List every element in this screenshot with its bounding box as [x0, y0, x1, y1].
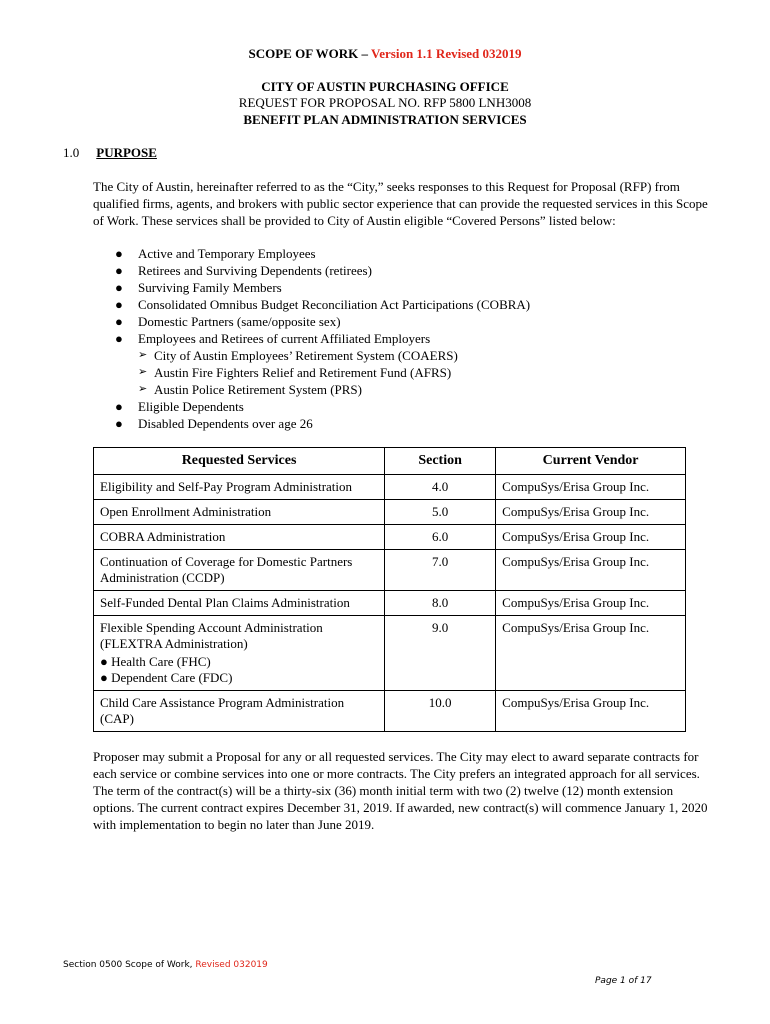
- list-item: [93, 398, 693, 415]
- table-row: [94, 475, 686, 500]
- service-text: Flexible Spending Account Administration (FLEXTRA Administration): [100, 620, 323, 651]
- footer-section-text: Section 0500 Scope of Work,: [63, 960, 196, 970]
- section-cell: 4.0: [385, 475, 496, 500]
- table-row: [94, 550, 686, 591]
- list-item-text: Active and Temporary Employees: [138, 246, 316, 261]
- service-cell: Eligibility and Self-Pay Program Administration: [94, 475, 385, 500]
- bullet-icon: ●: [115, 314, 123, 329]
- services-table: [93, 447, 686, 732]
- service-subitem: [100, 670, 378, 686]
- vendor-cell: CompuSys/Erisa Group Inc.: [496, 500, 686, 525]
- sub-list-item: [138, 364, 693, 381]
- service-cell: [94, 616, 385, 691]
- vendor-cell: CompuSys/Erisa Group Inc.: [496, 525, 686, 550]
- table-row: [94, 591, 686, 616]
- bullet-icon: ●: [115, 399, 123, 414]
- vendor-cell: CompuSys/Erisa Group Inc.: [496, 591, 686, 616]
- bullet-icon: ●: [115, 280, 123, 295]
- covered-persons-list: [93, 245, 693, 432]
- arrow-bullet-icon: ➢: [138, 349, 148, 361]
- list-item: [93, 279, 693, 296]
- section-number: 1.0: [63, 145, 80, 160]
- bullet-icon: ●: [100, 654, 108, 669]
- vendor-cell: CompuSys/Erisa Group Inc.: [496, 475, 686, 500]
- header-section: Section: [385, 448, 496, 475]
- list-item-text: Employees and Retirees of current Affiliated Employers: [138, 331, 431, 346]
- version-label: Version 1.1 Revised 032019: [371, 46, 522, 61]
- rfp-number: REQUEST FOR PROPOSAL NO. RFP 5800 LNH3008: [238, 95, 532, 110]
- sub-list-item: [138, 381, 693, 398]
- list-item-text: Disabled Dependents over age 26: [138, 416, 313, 431]
- list-item: [93, 245, 693, 262]
- table-header-row: [94, 448, 686, 475]
- sub-list-item: [138, 347, 693, 364]
- vendor-cell: CompuSys/Erisa Group Inc.: [496, 550, 686, 591]
- bullet-icon: ●: [100, 670, 108, 685]
- scope-prefix: SCOPE OF WORK –: [248, 46, 372, 61]
- list-item-text: Retirees and Surviving Dependents (retirees): [138, 263, 372, 278]
- section-cell: 9.0: [385, 616, 496, 691]
- sub-list-item-text: Austin Police Retirement System (PRS): [154, 382, 362, 397]
- affiliated-employers-list: [138, 347, 693, 398]
- section-cell: 10.0: [385, 691, 496, 732]
- bullet-icon: ●: [115, 297, 123, 312]
- list-item-text: Consolidated Omnibus Budget Reconciliation Act Participations (COBRA): [138, 297, 531, 312]
- subitem-text: Health Care (FHC): [111, 654, 211, 669]
- service-cell: Open Enrollment Administration: [94, 500, 385, 525]
- table-row: [94, 616, 686, 691]
- office-title: CITY OF AUSTIN PURCHASING OFFICE: [261, 79, 509, 94]
- list-item: [93, 262, 693, 279]
- arrow-bullet-icon: ➢: [138, 366, 148, 378]
- scope-title: [0, 46, 770, 62]
- service-cell: COBRA Administration: [94, 525, 385, 550]
- service-title: BENEFIT PLAN ADMINISTRATION SERVICES: [243, 112, 527, 127]
- intro-paragraph: The City of Austin, hereinafter referred to as the “City,” seeks responses to this Request for Proposal (RFP) from qualified firms, agents, and brokers with public sector experience that can provide the requested services in this Scope of Work. These services shall be provided to City of Austin eligible “Covered Persons” listed below:: [93, 179, 708, 228]
- vendor-cell: CompuSys/Erisa Group Inc.: [496, 616, 686, 691]
- list-item: [93, 313, 693, 330]
- section-heading: [63, 145, 157, 161]
- footer-revised: Revised 032019: [195, 960, 268, 970]
- service-cell: Continuation of Coverage for Domestic Partners Administration (CCDP): [94, 550, 385, 591]
- header-current-vendor: Current Vendor: [496, 448, 686, 475]
- closing-paragraph: Proposer may submit a Proposal for any or all requested services. The City may elect to award separate contracts for each service or combine services into one or more contracts. The City prefers an integrated approach for all services. The term of the contract(s) will be a thirty-six (36) month initial term with two (2) twelve (12) month extension options. The current contract expires December 31, 2019. If awarded, new contract(s) will commence January 1, 2020 with implementation to begin no later than June 2019.: [93, 749, 708, 832]
- arrow-bullet-icon: ➢: [138, 383, 148, 395]
- sub-list-item-text: Austin Fire Fighters Relief and Retirement Fund (AFRS): [154, 365, 452, 380]
- list-item: [93, 415, 693, 432]
- bullet-icon: ●: [115, 246, 123, 261]
- list-item-text: Surviving Family Members: [138, 280, 282, 295]
- table-row: [94, 691, 686, 732]
- vendor-cell: CompuSys/Erisa Group Inc.: [496, 691, 686, 732]
- bullet-icon: ●: [115, 263, 123, 278]
- section-cell: 7.0: [385, 550, 496, 591]
- table-row: [94, 525, 686, 550]
- sub-list-item-text: City of Austin Employees’ Retirement System (COAERS): [154, 348, 458, 363]
- list-item: [93, 296, 693, 313]
- list-item-text: Eligible Dependents: [138, 399, 244, 414]
- bullet-icon: ●: [115, 331, 123, 346]
- service-cell: Self-Funded Dental Plan Claims Administration: [94, 591, 385, 616]
- page-number: Page 1 of 17: [595, 976, 652, 986]
- list-item: [93, 330, 693, 398]
- bullet-icon: ●: [115, 416, 123, 431]
- service-subitem: [100, 654, 378, 670]
- footer-section-label: [63, 960, 268, 970]
- table-row: [94, 500, 686, 525]
- header-requested-services: Requested Services: [94, 448, 385, 475]
- section-cell: 5.0: [385, 500, 496, 525]
- list-item-text: Domestic Partners (same/opposite sex): [138, 314, 341, 329]
- service-cell: Child Care Assistance Program Administration (CAP): [94, 691, 385, 732]
- subitem-text: Dependent Care (FDC): [111, 670, 233, 685]
- section-cell: 6.0: [385, 525, 496, 550]
- section-cell: 8.0: [385, 591, 496, 616]
- section-title: PURPOSE: [96, 145, 157, 160]
